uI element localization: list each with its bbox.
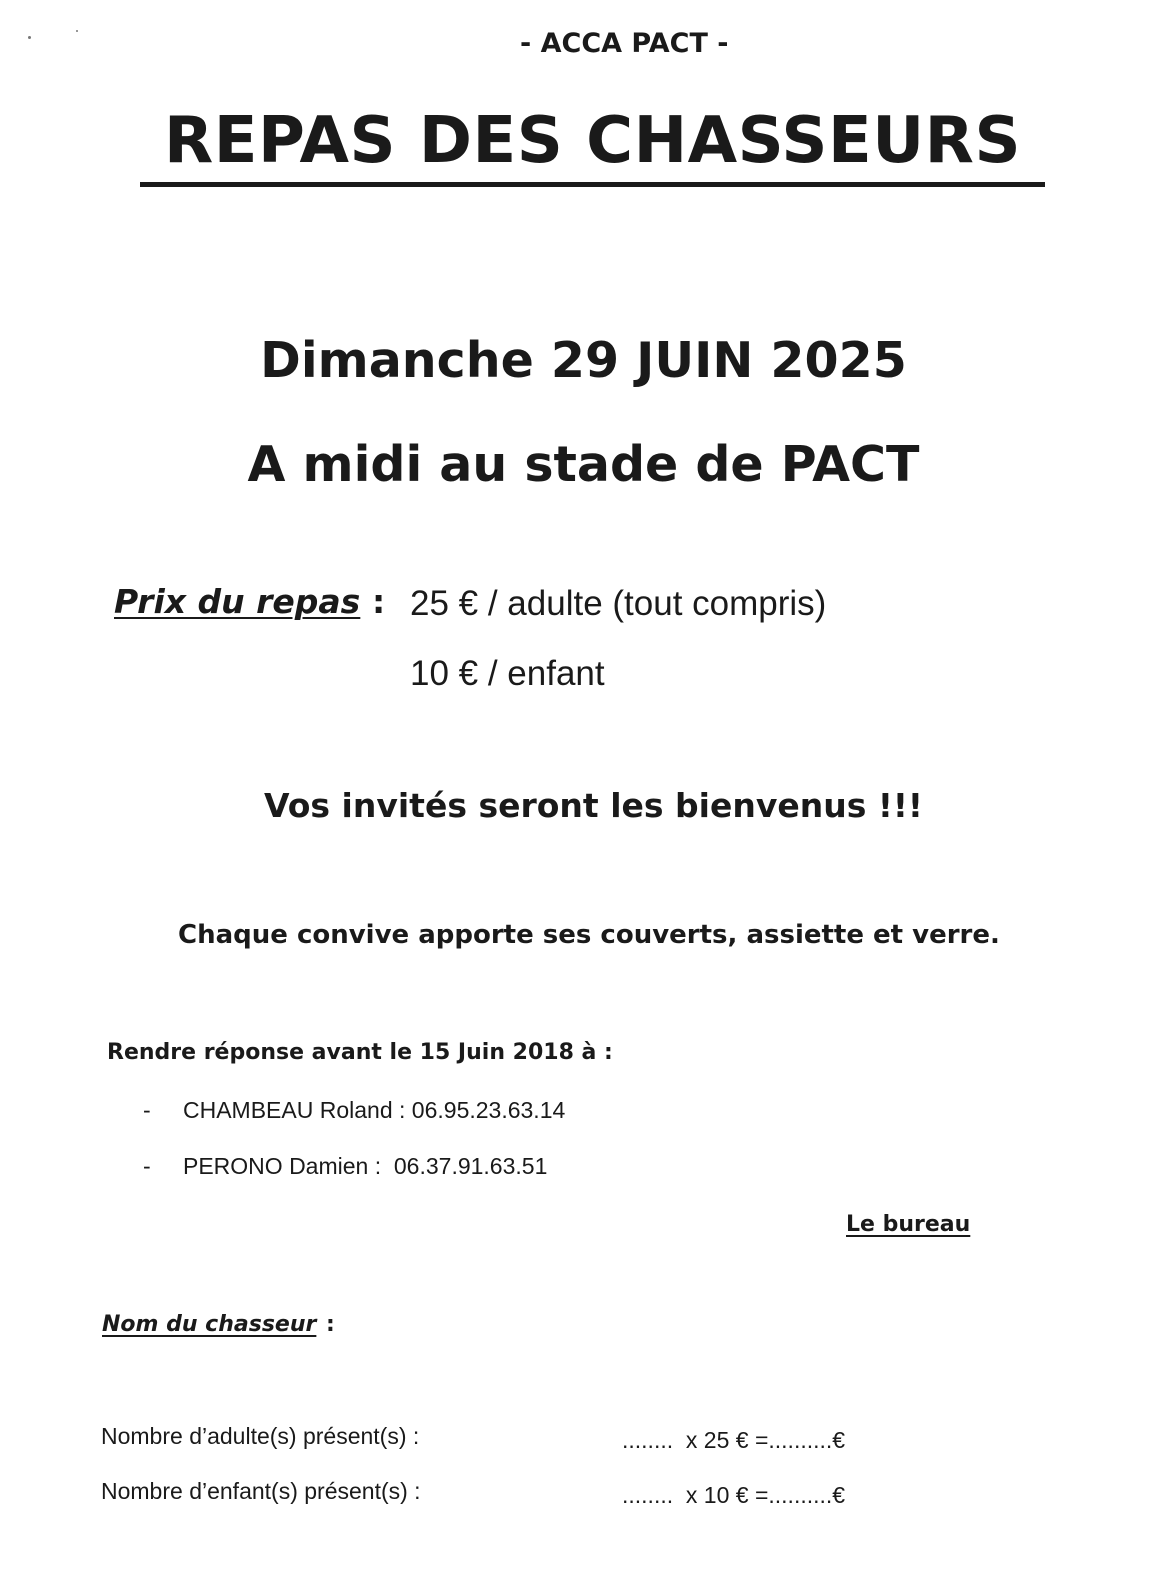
children-total-line: ........ x 10 € =..........€ bbox=[622, 1482, 846, 1508]
event-date: Dimanche 29 JUIN 2025 bbox=[260, 332, 907, 389]
contact-item bbox=[143, 1097, 565, 1124]
page-title: REPAS DES CHASSEURS bbox=[140, 102, 1045, 187]
price-child: 10 € / enfant bbox=[410, 654, 605, 693]
guests-welcome-note: Vos invités seront les bienvenus !!! bbox=[264, 786, 923, 825]
price-label-colon: : bbox=[372, 582, 386, 621]
reply-deadline-heading: Rendre réponse avant le 15 Juin 2018 à : bbox=[107, 1040, 613, 1065]
hunter-name-colon: : bbox=[326, 1312, 335, 1337]
bring-cutlery-note: Chaque convive apporte ses couverts, assiette et verre. bbox=[178, 920, 1000, 950]
organization-name: - ACCA PACT - bbox=[520, 28, 729, 59]
price-adult: 25 € / adulte (tout compris) bbox=[410, 584, 827, 623]
contact-text: PERONO Damien : 06.37.91.63.51 bbox=[183, 1153, 548, 1179]
contact-item bbox=[143, 1153, 547, 1180]
event-place: A midi au stade de PACT bbox=[247, 436, 920, 493]
children-count-label: Nombre d’enfant(s) présent(s) : bbox=[101, 1478, 421, 1504]
signature: Le bureau bbox=[846, 1212, 971, 1237]
scan-speck bbox=[28, 36, 31, 39]
adults-total-line: ........ x 25 € =..........€ bbox=[622, 1427, 846, 1453]
scan-speck bbox=[76, 30, 78, 32]
list-bullet: - bbox=[143, 1097, 151, 1123]
hunter-name-label: Nom du chasseur bbox=[102, 1312, 317, 1337]
price-label: Prix du repas bbox=[114, 582, 361, 621]
contact-text: CHAMBEAU Roland : 06.95.23.63.14 bbox=[183, 1097, 566, 1123]
list-bullet: - bbox=[143, 1153, 151, 1179]
adults-count-label: Nombre d’adulte(s) présent(s) : bbox=[101, 1423, 420, 1449]
